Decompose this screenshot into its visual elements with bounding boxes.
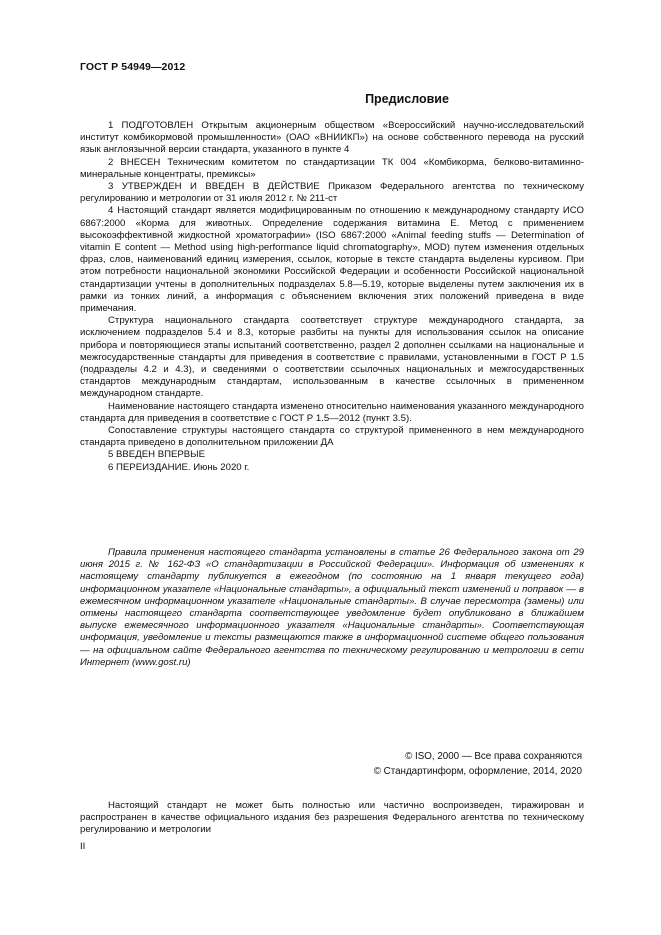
copyright-standartinform: © Стандартинформ, оформление, 2014, 2020 — [373, 766, 582, 777]
paragraph-approved: 3 УТВЕРЖДЕН И ВВЕДЕН В ДЕЙСТВИЕ Приказом Федерального агентства по техническому регулированию и метрологии от 31 июля 2012 г. № 211-ст — [80, 181, 584, 205]
page-title: Предисловие — [365, 92, 449, 106]
paragraph-first-time: 5 ВВЕДЕН ВПЕРВЫЕ — [108, 449, 206, 461]
paragraph-introduced: 2 ВНЕСЕН Техническим комитетом по стандартизации ТК 004 «Комбикорма, белково-витаминно-минеральные концентраты, премиксы» — [80, 156, 584, 180]
page-number: II — [80, 841, 86, 852]
application-rules-block — [80, 547, 584, 669]
reproduction-notice-text: Настоящий стандарт не может быть полностью или частично воспроизведен, тиражирован и распространен в качестве официального издания без разрешения Федерального агентства по техническому регулированию и метрологии — [80, 800, 584, 836]
foreword-body — [80, 120, 584, 474]
paragraph-reissue: 6 ПЕРЕИЗДАНИЕ. Июнь 2020 г. — [108, 461, 250, 473]
copyright-block — [80, 749, 582, 779]
paragraph-structure: Структура национального стандарта соответствует структуре международного стандарта, за исключением подразделов 5.4 и 8.3, которые разбиты на пункты для использования ссылок на описание прибора и повторяющиеся этапы испытаний соответственно, раздел 2 дополнен ссылками на национальные и межгосударственные стандарты для приведения в соответствие с правилами, установленными в ГОСТ Р 1.5 (подразделы 4.2 и 4.3), и сведениями о соответствии ссылочных национальных и межгосударственных стандартов международным стандартам, использованным в качестве ссылочных в примененном международном стандарте. — [80, 315, 584, 400]
paragraph-name-change: Наименование настоящего стандарта изменено относительно наименования указанного международного стандарта для приведения в соответствие с ГОСТ Р 1.5—2012 (пункт 3.5). — [80, 400, 584, 424]
paragraph-comparison: Сопоставление структуры настоящего стандарта со структурой примененного в нем международного стандарта приведено в дополнительном приложении ДА — [80, 425, 584, 449]
paragraph-modified: 4 Настоящий стандарт является модифицированным по отношению к международному стандарту ИСО 6867:2000 «Корма для животных. Определение содержания витамина Е. Метод с применением высокоэффективной жидкостной хроматографии» (ISO 6867:2000 «Animal feeding stuffs — Determination of vitamin E content — Method using high-performance liquid chromatography», MOD) путем изменения отдельных фраз, слов, наименований единиц измерения, ссылок, которые в тексте стандарта выделены курсивом. При этом потребности национальной экономики Российской Федерации и особенности Российской национальной стандартизации учтены в дополнительных подразделах 5.8—5.19, которые выделены путем заключения их в рамки из тонких линий, а информация с объяснением включения этих положений приведена в виде примечания. — [80, 205, 584, 315]
reproduction-notice — [80, 800, 584, 837]
standard-code-header: ГОСТ Р 54949—2012 — [80, 61, 186, 73]
copyright-iso: © ISO, 2000 — Все права сохраняются — [405, 751, 582, 762]
paragraph-prepared: 1 ПОДГОТОВЛЕН Открытым акционерным обществом «Всероссийский научно-исследовательский институт комбикормовой промышленности» (ОАО «ВНИИКП») на основе собственного перевода на русский язык англоязычной версии стандарта, указанного в пункте 4 — [80, 120, 584, 156]
application-rules-text: Правила применения настоящего стандарта установлены в статье 26 Федерального закона от 29 июня 2015 г. № 162-ФЗ «О стандартизации в Российской Федерации». Информация об изменениях к настоящему стандарту публикуется в ежегодном (по состоянию на 1 января текущего года) информационном указателе «Национальные стандарты», а официальный текст изменений и поправок — в ежемесячном информационном указателе «Национальные стандарты». В случае пересмотра (замены) или отмены настоящего стандарта соответствующее уведомление будет опубликовано в ближайшем выпуске ежемесячного информационного указателя «Национальные стандарты». Соответствующая информация, уведомление и тексты размещаются также в информационной системе общего пользования — на официальном сайте Федерального агентства по техническому регулированию и метрологии в сети Интернет (www.gost.ru) — [80, 547, 584, 668]
